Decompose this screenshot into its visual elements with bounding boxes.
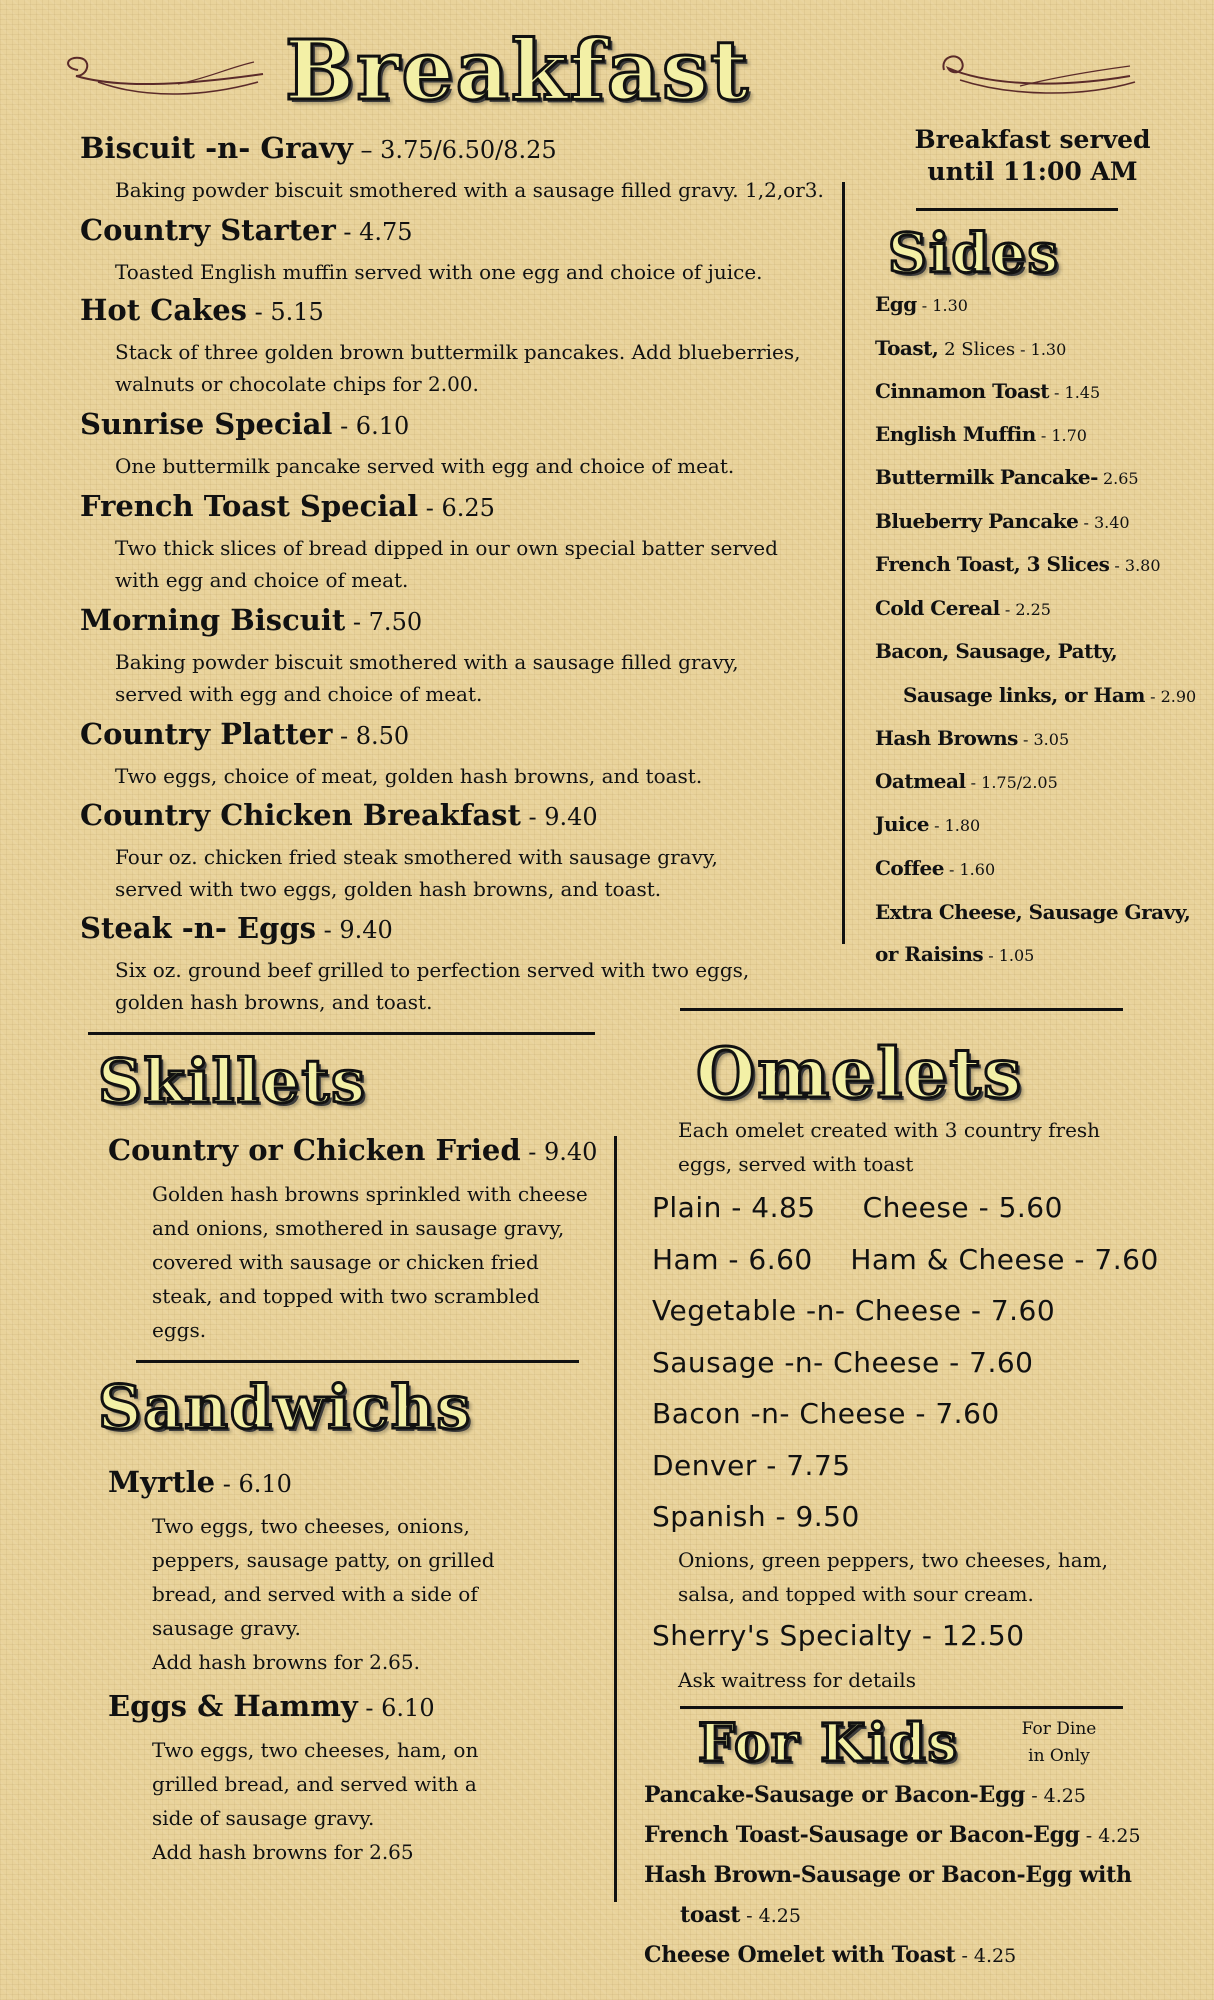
skillet-item-desc: covered with sausage or chicken fried: [152, 1250, 539, 1274]
kids-item-name: toast: [680, 1902, 741, 1928]
side-price: - 1.30: [1015, 340, 1067, 359]
sandwiches-top-divider: [136, 1360, 579, 1363]
specialty-desc: Ask waitress for details: [678, 1668, 916, 1692]
sandwich-item-desc: Two eggs, two cheeses, ham, on: [152, 1738, 479, 1762]
kids-item-name: Hash Brown-Sausage or Bacon-Egg with: [644, 1862, 1132, 1888]
item-name: Biscuit -n- Gravy: [80, 131, 353, 165]
side-price: - 1.70: [1035, 426, 1087, 445]
side-item: [903, 685, 1196, 705]
sandwich-item-desc: bread, and served with a side of: [152, 1582, 478, 1606]
side-extra: 2 Slices: [938, 339, 1016, 360]
breakfast-item-title: [80, 213, 413, 247]
kids-item-name: French Toast-Sausage or Bacon-Egg: [644, 1822, 1080, 1848]
side-item: [875, 511, 1130, 531]
dine-in-note: [1014, 1716, 1104, 1770]
skillets-heading: Skillets: [98, 1047, 367, 1117]
side-name: French Toast, 3 Slices: [875, 552, 1110, 576]
side-price: - 1.75/2.05: [965, 773, 1058, 792]
breakfast-item-desc: One buttermilk pancake served with egg and choice of meat.: [115, 454, 735, 478]
side-price: - 1.45: [1048, 383, 1101, 402]
item-price: - 7.50: [345, 608, 423, 636]
sandwich-item-desc: Add hash browns for 2.65: [152, 1840, 414, 1864]
item-price: - 9.40: [520, 803, 598, 831]
item-name: French Toast Special: [80, 489, 419, 523]
side-name: Toast,: [875, 336, 939, 360]
breakfast-item-desc: with egg and choice of meat.: [115, 568, 409, 592]
side-item: [875, 424, 1087, 444]
omelet-item: Vegetable -n- Cheese - 7.60: [652, 1294, 1056, 1327]
kids-item-price: - 4.25: [1079, 1825, 1141, 1847]
side-name: Oatmeal: [875, 769, 966, 793]
sandwich-item-desc: peppers, sausage patty, on grilled: [152, 1548, 495, 1572]
item-price: - 6.10: [332, 412, 410, 440]
item-price: - 8.50: [332, 722, 410, 750]
breakfast-item-desc: served with two eggs, golden hash browns, and toast.: [115, 877, 662, 901]
omelet-item: Denver - 7.75: [652, 1449, 851, 1482]
omelet-item: Plain - 4.85 Cheese - 5.60: [652, 1191, 1063, 1224]
side-item: [875, 641, 1117, 661]
skillets-top-divider: [88, 1032, 595, 1035]
omelets-heading: Omelets: [696, 1034, 1024, 1114]
side-price: - 1.30: [916, 296, 968, 315]
dine-in-note-line-2: in Only: [1028, 1746, 1090, 1766]
skillet-item-desc: Golden hash browns sprinkled with cheese: [152, 1182, 588, 1206]
item-price: - 6.25: [418, 494, 495, 522]
side-name: Juice: [875, 812, 930, 836]
omelet-item: Ham - 6.60 Ham & Cheese - 7.60: [652, 1243, 1159, 1276]
omelets-intro-2: eggs, served with toast: [678, 1152, 914, 1176]
item-name: Myrtle: [108, 1465, 216, 1499]
sandwich-item-desc: side of sausage gravy.: [152, 1806, 375, 1830]
item-price: - 4.75: [335, 218, 413, 246]
sherrys-specialty: Sherry's Specialty - 12.50: [652, 1619, 1025, 1652]
item-price: - 9.40: [520, 1138, 598, 1166]
side-price: 2.65: [1097, 469, 1139, 488]
breakfast-heading: Breakfast: [285, 23, 751, 119]
side-item: [875, 338, 1066, 359]
side-name: Bacon, Sausage, Patty,: [875, 639, 1118, 663]
side-name: Blueberry Pancake: [875, 509, 1079, 533]
sandwich-item-title: [108, 1465, 292, 1499]
side-item: [875, 771, 1058, 791]
breakfast-item-desc: Baking powder biscuit smothered with a sausage filled gravy. 1,2,or3.: [115, 178, 824, 202]
breakfast-item-title: [80, 293, 324, 327]
side-item: [875, 858, 995, 878]
breakfast-item-title: [80, 603, 423, 637]
kids-item-price: - 4.25: [740, 1905, 801, 1927]
breakfast-item-desc: Toasted English muffin served with one egg and choice of juice.: [115, 260, 763, 284]
breakfast-item-desc: golden hash browns, and toast.: [115, 990, 433, 1014]
breakfast-item-desc: Baking powder biscuit smothered with a sausage filled gravy,: [115, 650, 739, 674]
side-price: - 3.05: [1017, 730, 1070, 749]
kids-item-name: Pancake-Sausage or Bacon-Egg: [644, 1782, 1026, 1808]
kids-item-price: - 4.25: [1025, 1785, 1086, 1807]
right-swirl-ornament: [930, 46, 1140, 106]
sides-heading: Sides: [888, 221, 1061, 285]
side-name: Extra Cheese, Sausage Gravy,: [875, 900, 1191, 924]
side-name: Cinnamon Toast: [875, 379, 1049, 403]
side-price: - 2.90: [1144, 687, 1197, 706]
side-item: [875, 728, 1069, 748]
breakfast-item-title: [80, 407, 410, 441]
item-price: - 6.10: [357, 1694, 435, 1722]
spanish-desc-1: Onions, green peppers, two cheeses, ham,: [678, 1548, 1108, 1572]
item-price: - 6.10: [215, 1470, 292, 1498]
side-price: - 1.80: [929, 816, 981, 835]
omelet-item: Spanish - 9.50: [652, 1500, 860, 1533]
left-right-divider: [614, 1136, 617, 1902]
dine-in-note-line-1: For Dine: [1021, 1719, 1097, 1739]
side-name: English Muffin: [875, 422, 1036, 446]
side-price: - 1.05: [983, 946, 1035, 965]
kids-item-name: Cheese Omelet with Toast: [644, 1942, 956, 1968]
sandwich-item-desc: Two eggs, two cheeses, onions,: [152, 1514, 470, 1538]
kids-item: [644, 1944, 1016, 1966]
spanish-desc-2: salsa, and topped with sour cream.: [678, 1582, 1034, 1606]
side-item: [875, 598, 1051, 618]
sandwich-item-desc: sausage gravy.: [152, 1616, 301, 1640]
side-price: - 3.40: [1078, 513, 1130, 532]
skillet-item-desc: and onions, smothered in sausage gravy,: [152, 1216, 565, 1240]
notice-divider: [916, 208, 1118, 211]
notice-line-1: Breakfast served: [914, 125, 1151, 154]
item-price: - 9.40: [316, 916, 393, 944]
breakfast-item-desc: Two thick slices of bread dipped in our own special batter served: [115, 536, 778, 560]
kids-top-divider: [680, 1706, 1123, 1709]
side-item: [875, 294, 968, 314]
side-name: Sausage links, or Ham: [903, 683, 1145, 707]
breakfast-item-desc: Stack of three golden brown buttermilk pancakes. Add blueberries,: [115, 340, 801, 364]
sandwich-item-desc: Add hash browns for 2.65.: [152, 1650, 420, 1674]
skillet-item-desc: steak, and topped with two scrambled: [152, 1284, 540, 1308]
breakfast-item-title: [80, 131, 557, 165]
omelets-top-divider: [680, 1008, 1123, 1011]
kids-item: [644, 1784, 1086, 1806]
side-item: [875, 902, 1190, 922]
item-name: Country Platter: [80, 717, 333, 751]
item-name: Country Starter: [80, 213, 336, 247]
breakfast-sides-divider: [842, 182, 845, 944]
item-price: – 3.75/6.50/8.25: [352, 136, 557, 164]
kids-item: [680, 1904, 801, 1926]
side-item: [875, 467, 1139, 487]
side-item: [875, 944, 1034, 964]
omelets-intro-1: Each omelet created with 3 country fresh: [678, 1118, 1101, 1142]
breakfast-item-title: [80, 911, 393, 945]
breakfast-hours-notice: [895, 124, 1170, 188]
side-name: Egg: [875, 292, 917, 316]
kids-item-price: - 4.25: [955, 1945, 1017, 1967]
item-name: Eggs & Hammy: [108, 1689, 358, 1723]
side-item: [875, 814, 980, 834]
side-name: Coffee: [875, 856, 944, 880]
breakfast-item-title: [80, 717, 410, 751]
item-name: Country Chicken Breakfast: [80, 798, 521, 832]
side-price: - 2.25: [999, 600, 1051, 619]
skillet-item-desc: eggs.: [152, 1318, 207, 1342]
side-name: or Raisins: [875, 942, 984, 966]
side-name: Hash Browns: [875, 726, 1018, 750]
omelet-item: Sausage -n- Cheese - 7.60: [652, 1346, 1034, 1379]
breakfast-item-desc: walnuts or chocolate chips for 2.00.: [115, 372, 479, 396]
breakfast-item-desc: served with egg and choice of meat.: [115, 682, 483, 706]
sandwich-item-desc: grilled bread, and served with a: [152, 1772, 477, 1796]
side-item: [875, 554, 1161, 574]
notice-line-2: until 11:00 AM: [927, 157, 1138, 186]
side-item: [875, 381, 1100, 401]
side-name: Buttermilk Pancake-: [875, 465, 1098, 489]
kids-heading: For Kids: [698, 1713, 959, 1774]
breakfast-item-desc: Six oz. ground beef grilled to perfection served with two eggs,: [115, 958, 750, 982]
breakfast-item-desc: Four oz. chicken fried steak smothered with sausage gravy,: [115, 845, 718, 869]
item-name: Hot Cakes: [80, 293, 247, 327]
kids-item: [644, 1864, 1132, 1886]
item-name: Morning Biscuit: [80, 603, 346, 637]
breakfast-item-title: [80, 798, 598, 832]
sandwich-item-title: [108, 1689, 435, 1723]
side-price: - 1.60: [943, 860, 996, 879]
kids-item: [644, 1824, 1141, 1846]
item-name: Sunrise Special: [80, 407, 333, 441]
left-swirl-ornament: [58, 48, 268, 108]
sandwiches-heading: Sandwichs: [98, 1373, 473, 1443]
item-price: - 5.15: [246, 298, 324, 326]
side-name: Cold Cereal: [875, 596, 1000, 620]
breakfast-item-title: [80, 489, 495, 523]
omelet-item: Bacon -n- Cheese - 7.60: [652, 1397, 1000, 1430]
skillet-item-title: [108, 1133, 598, 1167]
breakfast-item-desc: Two eggs, choice of meat, golden hash browns, and toast.: [115, 764, 703, 788]
item-name: Country or Chicken Fried: [108, 1133, 521, 1167]
side-price: - 3.80: [1109, 556, 1161, 575]
item-name: Steak -n- Eggs: [80, 911, 317, 945]
